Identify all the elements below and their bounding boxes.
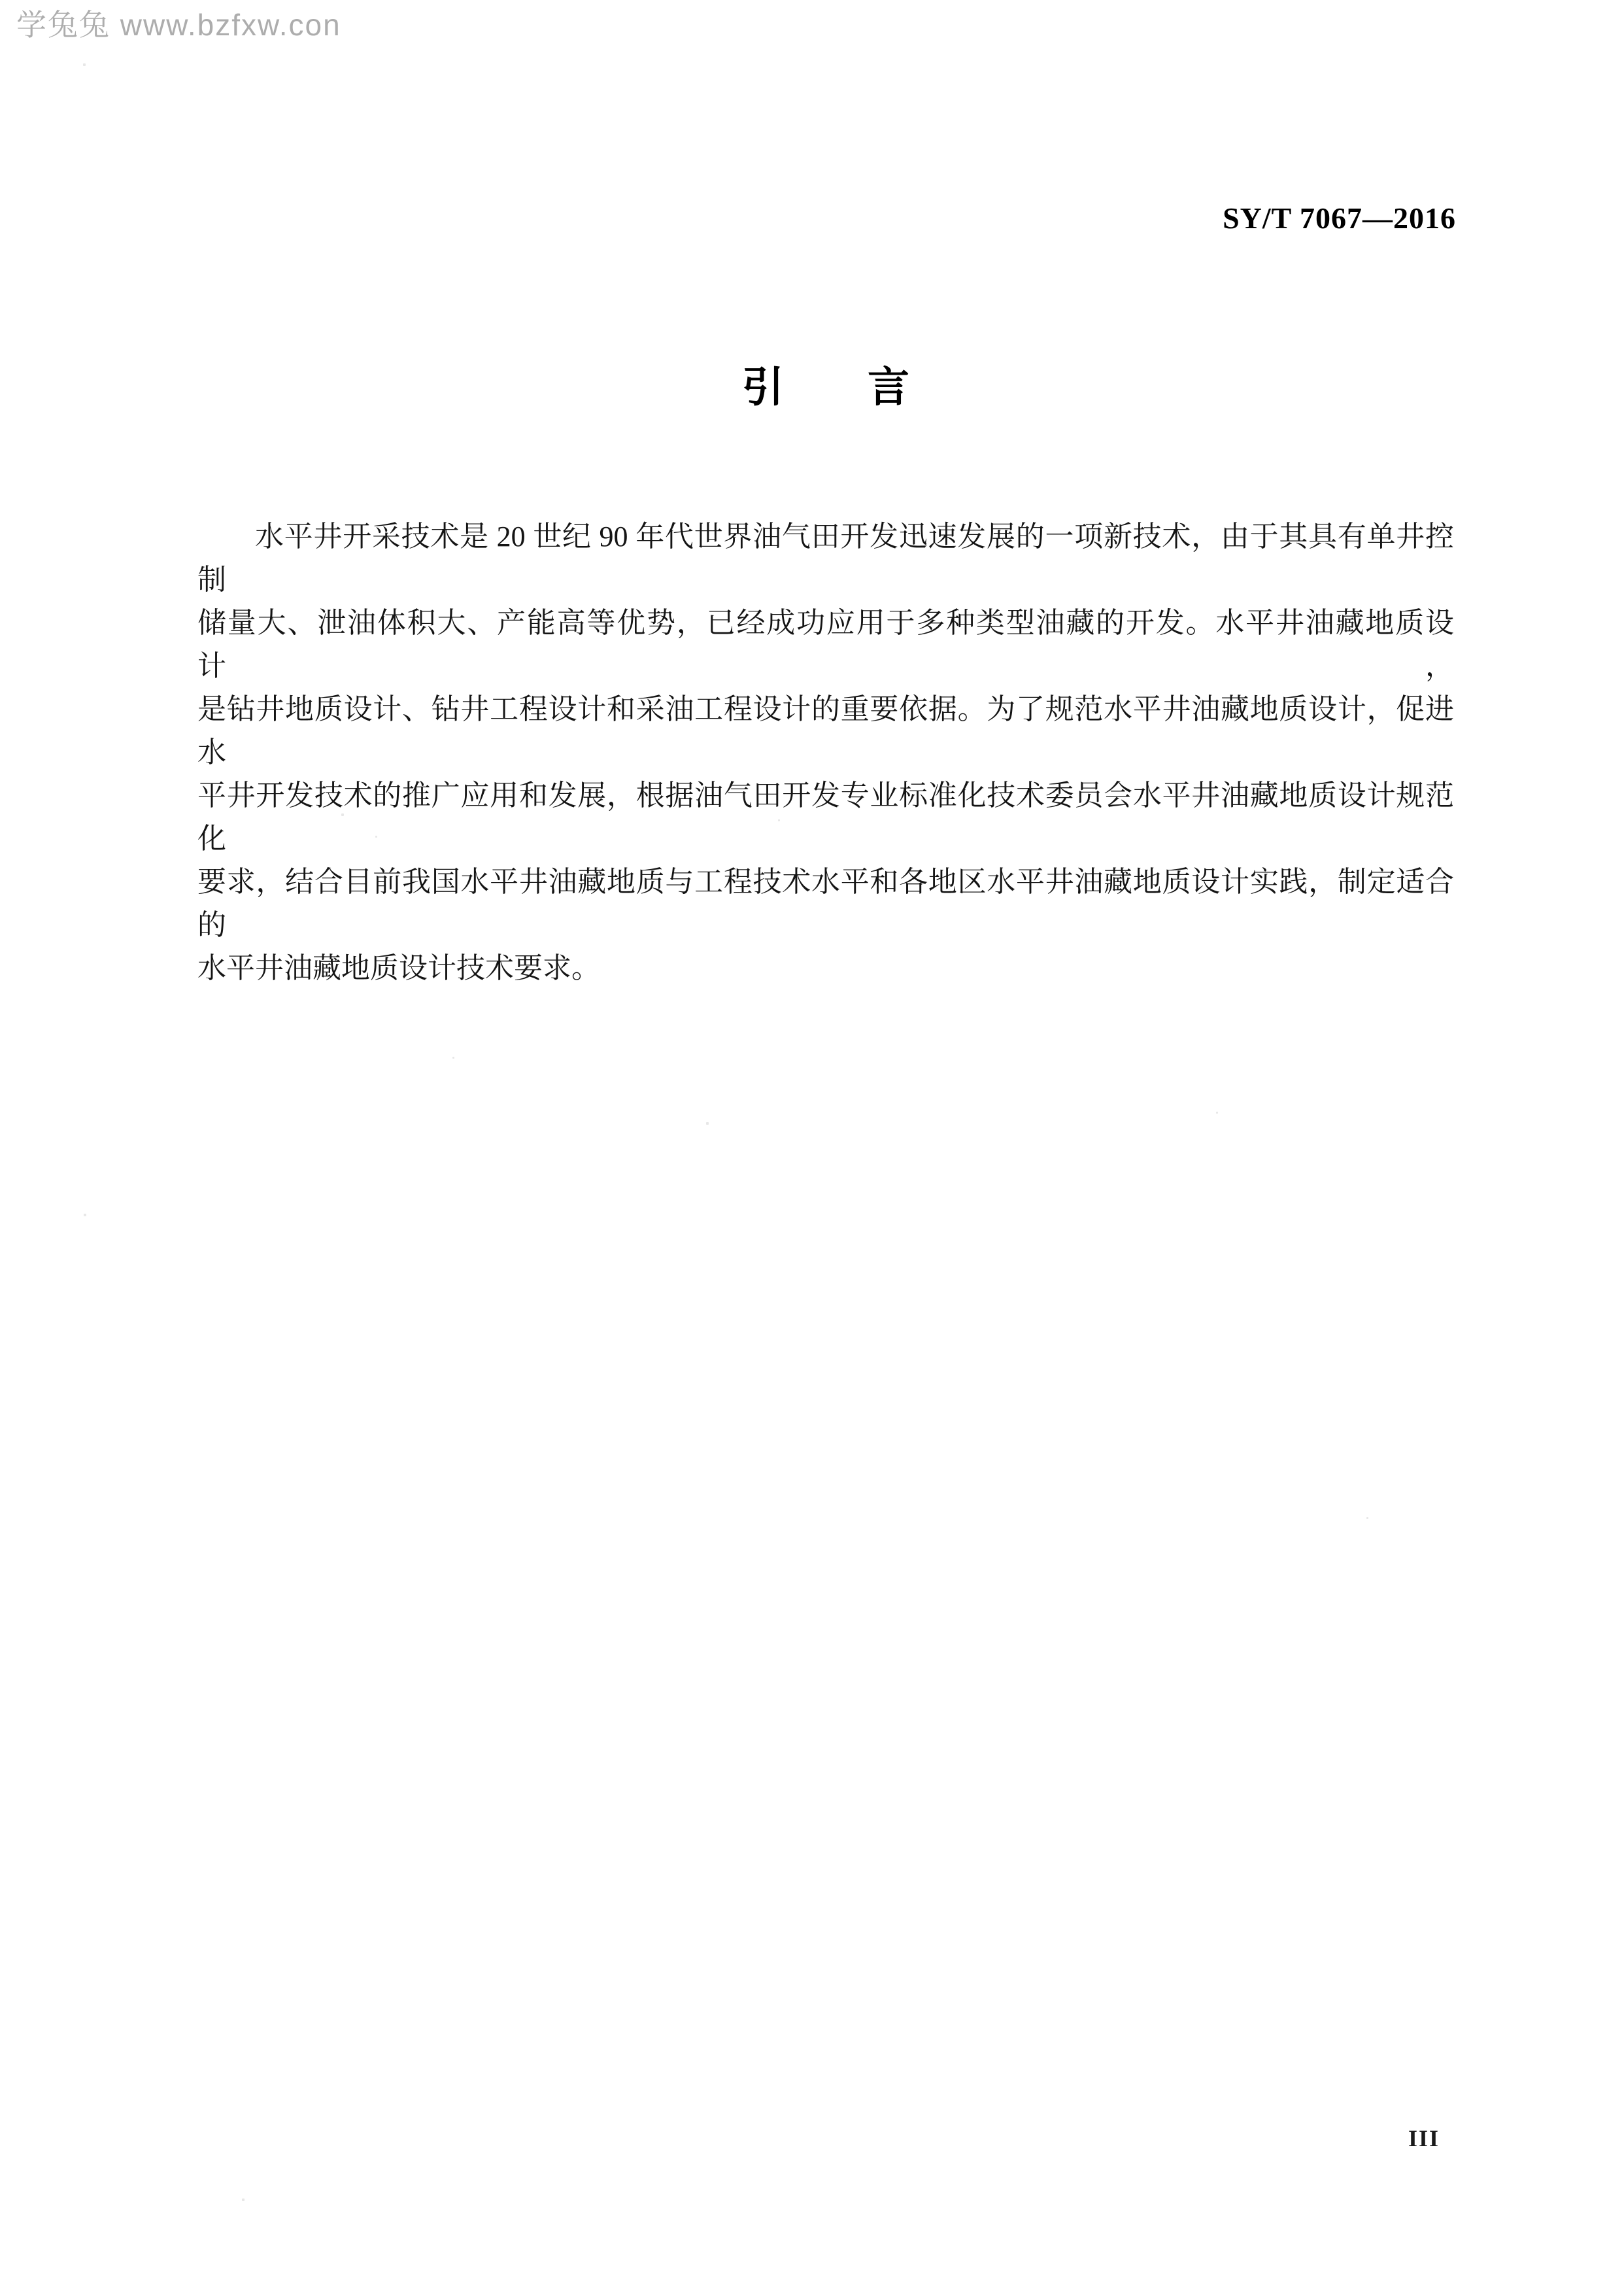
paragraph-line: 是钻井地质设计、钻井工程设计和采油工程设计的重要依据。为了规范水平井油藏地质设计，促进水 (197, 693, 1454, 768)
scan-speck (375, 836, 377, 838)
paragraph-line: 水平井油藏地质设计技术要求。 (197, 952, 600, 984)
scan-speck (452, 1057, 454, 1059)
scan-speck (1366, 1517, 1368, 1519)
watermark-text: 学兔兔 www.bzfxw.con (16, 8, 341, 42)
paragraph-line: 要求，结合目前我国水平井油藏地质与工程技术水平和各地区水平井油藏地质设计实践，制定适合的 (197, 866, 1454, 941)
scan-speck (242, 2198, 245, 2201)
standard-code: SY/T 7067—2016 (1223, 201, 1456, 235)
scan-speck (706, 1122, 709, 1125)
scan-speck (83, 63, 86, 66)
scan-speck (341, 813, 344, 816)
paragraph-line: 水平井开采技术是 20 世纪 90 年代世界油气田开发迅速发展的一项新技术，由于其具有单井控制 (197, 521, 1454, 596)
scan-speck (1216, 1112, 1218, 1114)
paragraph-line: 平井开发技术的推广应用和发展，根据油气田开发专业标准化技术委员会水平井油藏地质设计规范化 (197, 779, 1454, 855)
scan-speck (84, 1214, 86, 1216)
scan-speck (778, 819, 780, 821)
intro-paragraph (197, 515, 1454, 990)
paragraph-line: 储量大、泄油体积大、产能高等优势，已经成功应用于多种类型油藏的开发。水平井油藏地质设计， (197, 607, 1454, 682)
page-number: III (1408, 2125, 1440, 2151)
section-title: 引 言 (742, 364, 909, 411)
